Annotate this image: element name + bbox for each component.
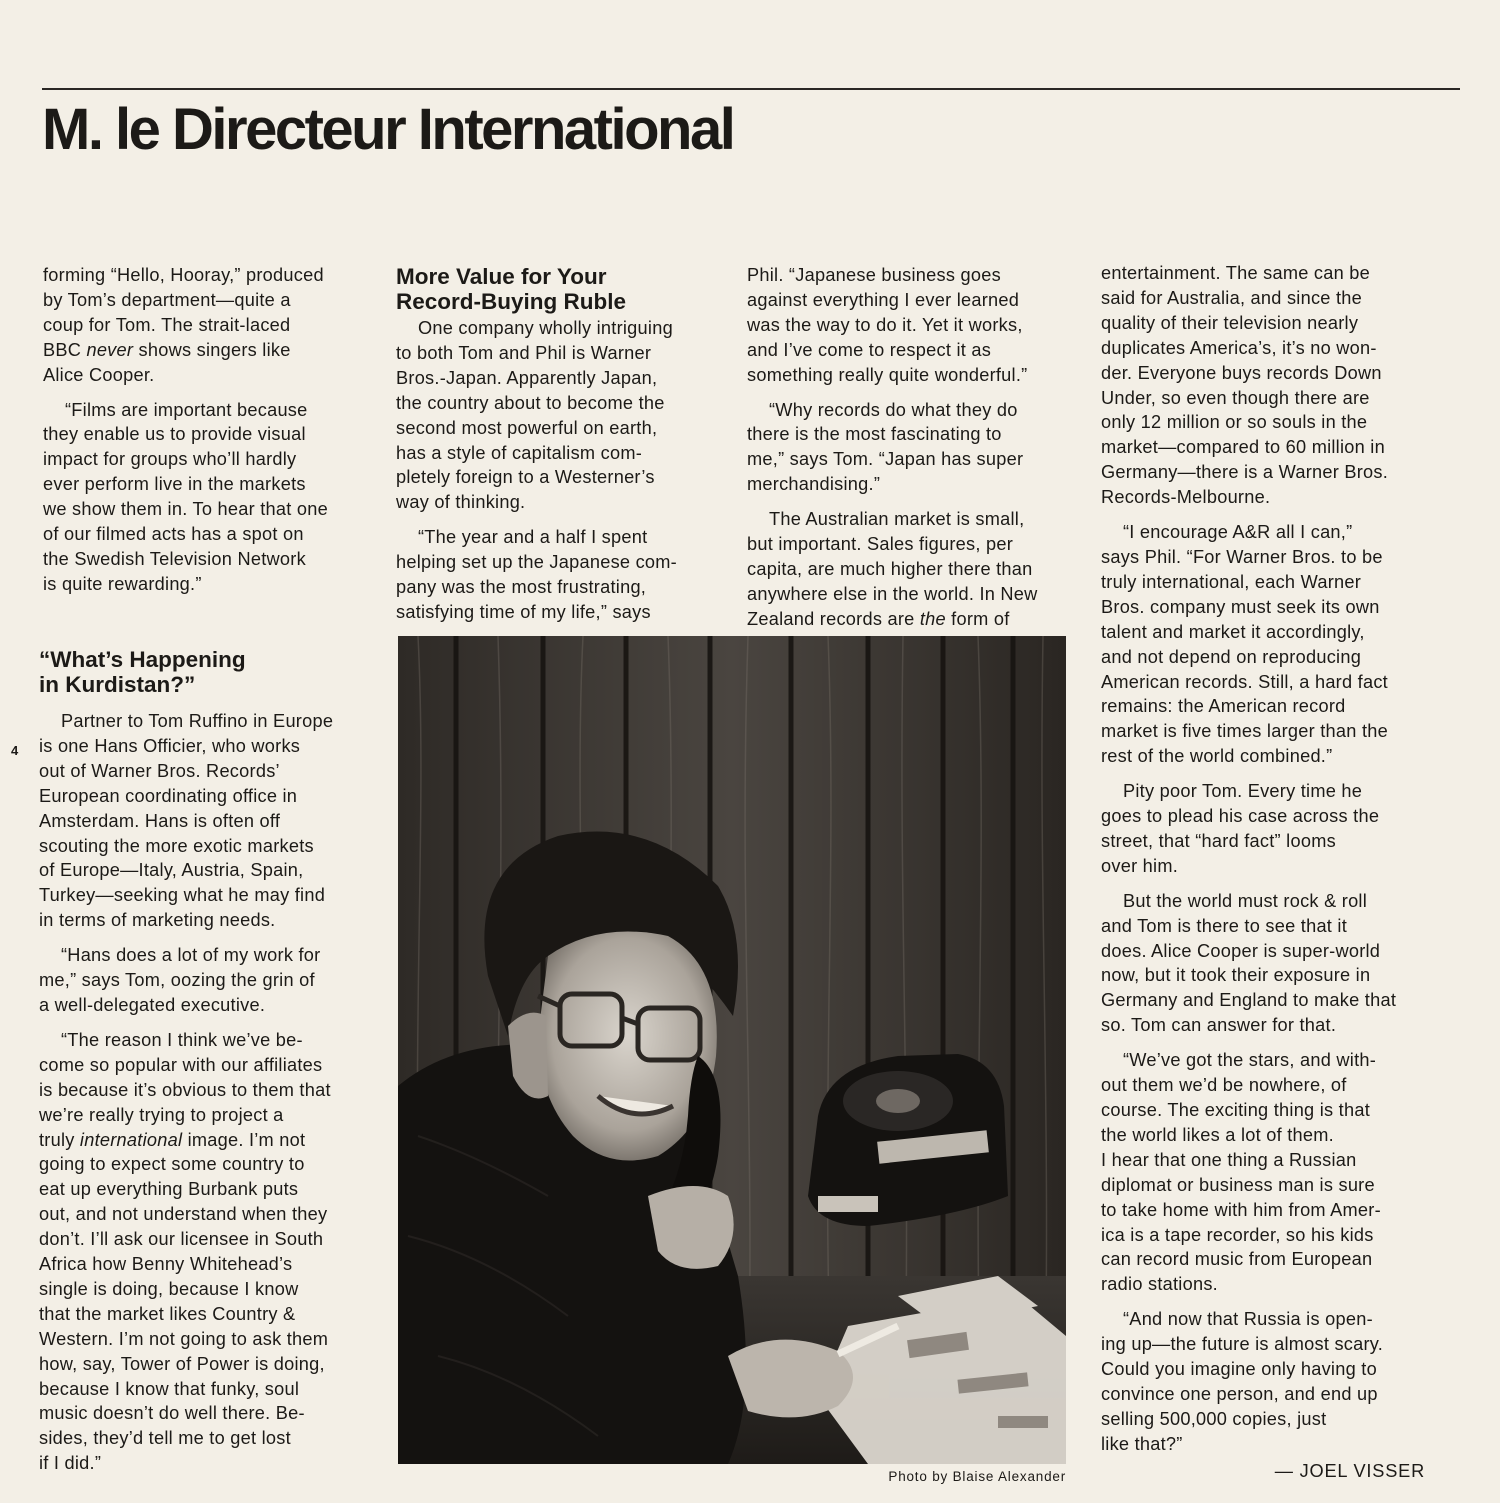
paragraph: “I encourage A&R all I can,” says Phil. “For Warner Bros. to be truly international, each Warner Bros. company must seek its own talent and market it accordingly, and not depend on reproducing American records. Still, a hard fact remains: the American record market is five times larger than the rest of the world combined.” xyxy=(1101,522,1388,767)
paragraph: “We’ve got the stars, and with- out them we’d be nowhere, of course. The exciting thing is that the world likes a lot of them. I hear that one thing a Russian diplomat or business man is sure to take home with him from Amer- ica is a tape recorder, so his kids can record music from European radio stations. xyxy=(1101,1050,1381,1295)
photo-illustration xyxy=(398,636,1066,1464)
paragraph: Partner to Tom Ruffino in Europe is one Hans Officier, who works out of Warner Bros. Records’ European coordinating office in Amsterdam. Hans is often off scouting the more exotic markets of Europe—Italy, Austria, Spain, Turkey—seeking what he may find in terms of marketing needs. xyxy=(39,711,334,931)
paragraph: The Australian market is small, but important. Sales figures, per capita, are much higher there than anywhere else in the world. In New Zealand records are the form of xyxy=(747,509,1038,629)
column-3 xyxy=(747,263,1077,642)
page-number: 4 xyxy=(11,743,19,758)
paragraph: “Films are important because they enable us to provide visual impact for groups who’ll hardly ever perform live in the markets we show them in. To hear that one of our filmed acts has a spot on the Swedish Television Network is quite rewarding.” xyxy=(43,399,328,594)
paragraph: Pity poor Tom. Every time he goes to plead his case across the street, that “hard fact” looms over him. xyxy=(1101,781,1380,876)
photo-credit: Photo by Blaise Alexander xyxy=(888,1469,1066,1484)
paragraph: “The year and a half I spent helping set up the Japanese com- pany was the most frustrating, satisfying time of my life,” says xyxy=(396,527,677,622)
paragraph: “Hans does a lot of my work for me,” says Tom, oozing the grin of a well-delegated executive. xyxy=(39,945,321,1015)
paragraph: “Why records do what they do there is the most fascinating to me,” says Tom. “Japan has super merchandising.” xyxy=(747,399,1024,495)
column-1-continued xyxy=(39,647,369,1486)
column-4 xyxy=(1101,261,1441,1461)
man-on-telephone-photo xyxy=(398,636,1066,1464)
column-2 xyxy=(396,264,716,635)
paragraph: “And now that Russia is open- ing up—the future is almost scary. Could you imagine only having to convince one person, and end up selling 500,000 copies, just like that?” xyxy=(1101,1309,1384,1454)
paragraph: But the world must rock & roll and Tom is there to see that it does. Alice Cooper is super-world now, but it took their exposure in Germany and England to make that so. Tom can answer for that. xyxy=(1101,890,1397,1036)
paragraph: forming “Hello, Hooray,” produced by Tom’s department—quite a coup for Tom. The strait-laced BBC never shows singers like Alice Cooper. xyxy=(43,265,324,385)
paragraph: “The reason I think we’ve be- come so popular with our affiliates is because it’s obvious to them that we’re really trying to project a truly international image. I’m not going to expect some country to eat up everything Burbank puts out, and not understand when they don’t. I’ll ask our licensee in South Africa how Benny Whitehead’s single is doing, because I know that the market likes Country & Western. I’m not going to ask them how, say, Tower of Power is doing, because I know that funky, soul music doesn’t do well there. Be- sides, they’d tell me to get lost if I did.” xyxy=(39,1029,331,1474)
section-heading: “What’s Happening in Kurdistan?” xyxy=(39,647,246,697)
header-rule xyxy=(42,88,1460,90)
paragraph: Phil. “Japanese business goes against everything I ever learned was the way to do it. Yet it works, and I’ve come to respect it as something really quite wonderful.” xyxy=(747,265,1028,385)
paragraph: entertainment. The same can be said for Australia, and since the quality of their television nearly duplicates America’s, it’s no won- der. Everyone buys records Down Under, so even though there are only 12 million or so souls in the market—compared to 60 million in Germany—there is a Warner Bros. Records-Melbourne. xyxy=(1101,263,1389,508)
byline: — JOEL VISSER xyxy=(1274,1461,1425,1481)
article-title: M. le Directeur International xyxy=(42,97,734,162)
column-1 xyxy=(43,263,373,607)
paragraph: One company wholly intriguing to both Tom and Phil is Warner Bros.-Japan. Apparently Japan, the country about to become the second most powerful on earth, has a style of capitalism com- pletely foreign to a Westerner’s way of thinking. xyxy=(396,318,673,513)
section-heading: More Value for Your Record-Buying Ruble xyxy=(396,264,627,314)
